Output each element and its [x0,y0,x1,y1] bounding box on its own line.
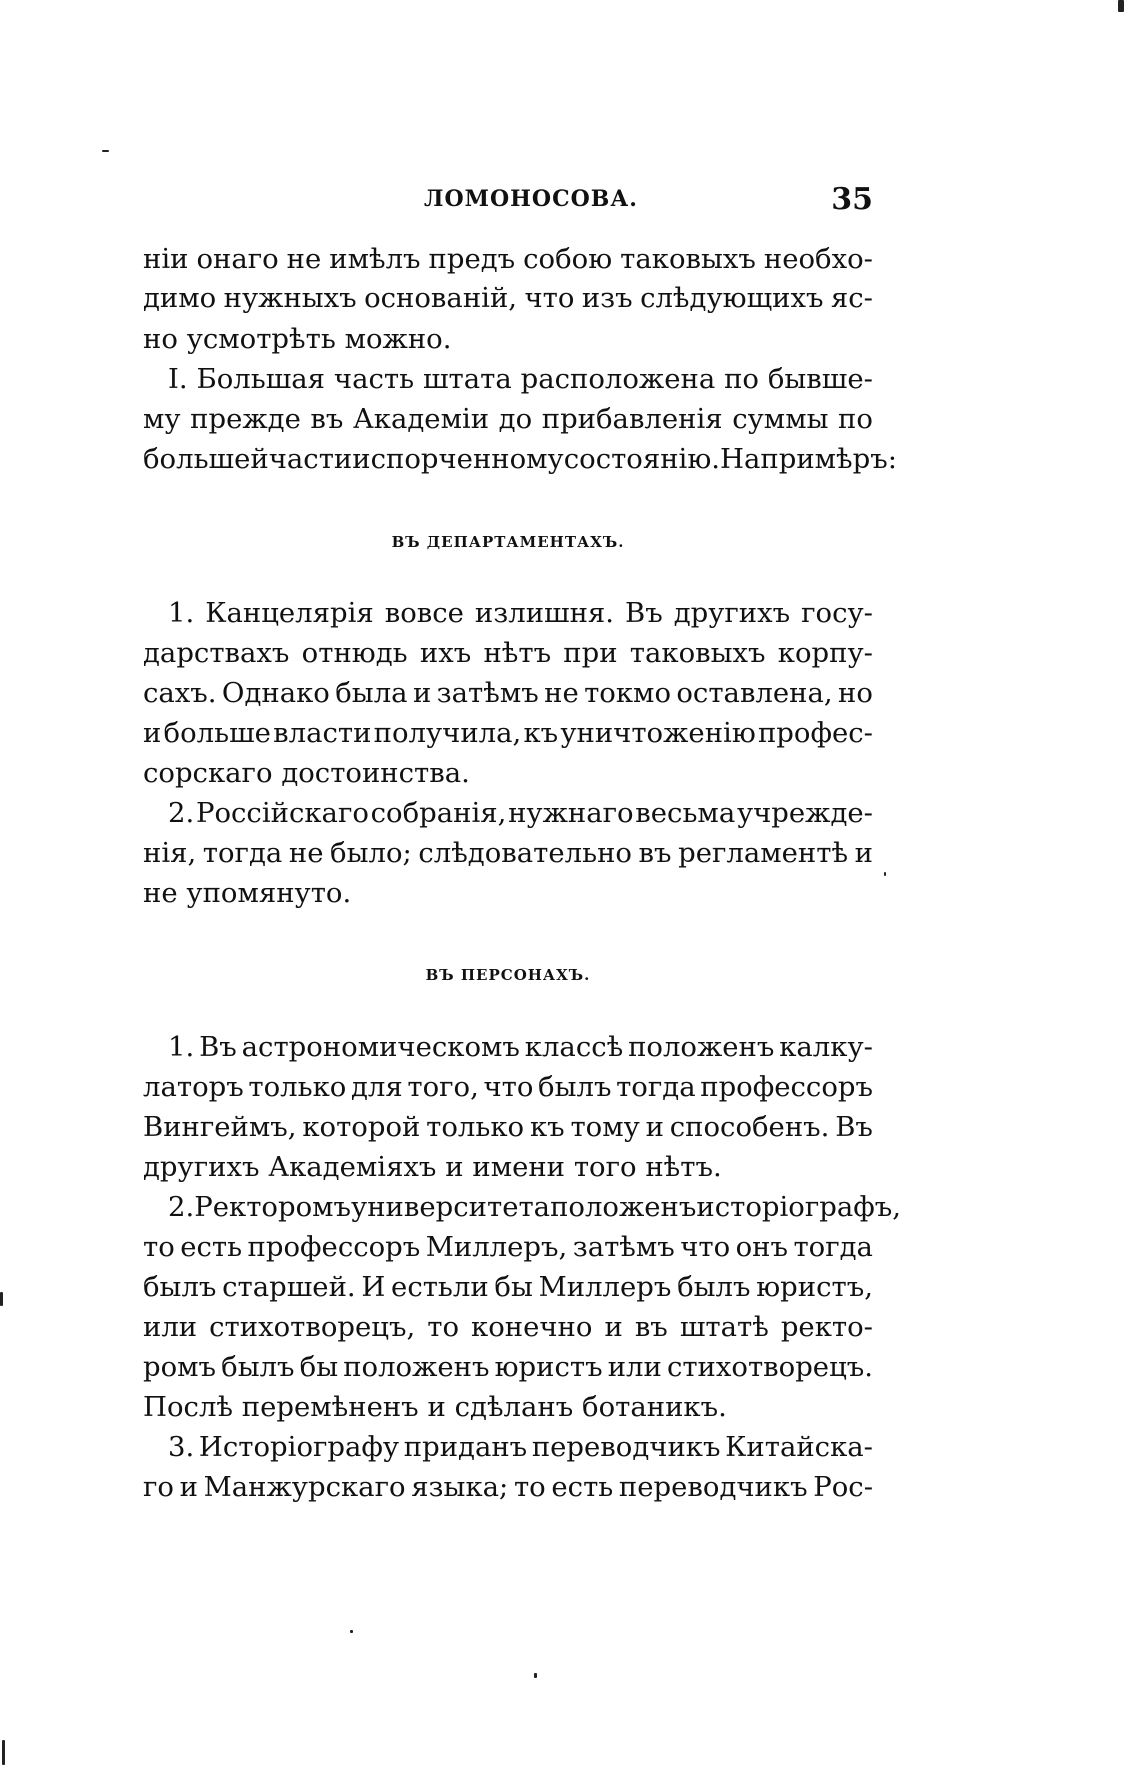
text-line: и больше власти получила, къ уничтоженiю профес- [143,717,873,749]
text-line: му прежде въ Академiи до прибавленiя суммы по [143,403,873,435]
scan-speck [534,1673,537,1678]
scan-speck [1118,0,1124,12]
text-line: то есть профессоръ Миллеръ, затѣмъ что онъ тогда [143,1231,873,1263]
section-heading: ВЪ ПЕРСОНАХЪ. [425,966,591,984]
scan-speck [102,150,109,152]
scan-speck [2,1740,5,1765]
scan-speck [350,1630,353,1633]
text-line: другихъ Академiяхъ и имени того нѣтъ. [143,1151,722,1183]
text-line: не упомянуто. [143,877,352,909]
text-line: былъ старшей. И естьли бы Миллеръ былъ юристъ, [143,1271,873,1303]
header-title: ЛОМОНОСОВА. [424,186,638,212]
page-number: 35 [831,182,873,217]
text-line: дарствахъ отнюдь ихъ нѣтъ при таковыхъ корпу- [143,637,873,669]
text-line: 1. Канцелярiя вовсе излишня. Въ другихъ госу- [168,597,873,629]
scan-speck [884,872,886,876]
text-line: сахъ. Однако была и затѣмъ не токмо оставлена, но [143,677,873,709]
text-line: нiи онаго не имѣлъ предъ собою таковыхъ необхо- [143,243,873,275]
scan-speck [0,1292,3,1306]
text-line: сорскаго достоинства. [143,757,470,789]
running-header [143,182,873,222]
text-line: Вингеймъ, которой только къ тому и способенъ. Въ [143,1111,873,1143]
text-line: 2. Россiйскаго собранiя, нужнаго весьма учрежде- [168,797,873,829]
text-line: или стихотворецъ, то конечно и въ штатѣ ректо- [143,1311,873,1343]
text-line: большей части испорченному состоянiю. Напримѣръ: [143,443,898,475]
text-line: 1. Въ астрономическомъ классѣ положенъ калку- [168,1031,873,1063]
text-line: латоръ только для того, что былъ тогда профессоръ [143,1071,873,1103]
text-line: Послѣ перемѣненъ и сдѣланъ ботаникъ. [143,1391,727,1423]
text-line: I. Большая часть штата расположена по бывше- [168,363,873,395]
text-line: нiя, тогда не было; слѣдовательно въ регламентѣ и [143,837,873,869]
section-heading: ВЪ ДЕПАРТАМЕНТАХЪ. [391,533,625,551]
text-line: 3. Исторiографу приданъ переводчикъ Китайска- [168,1431,873,1463]
text-line: го и Манжурскаго языка; то есть переводчикъ Рос- [143,1471,873,1503]
text-line: ромъ былъ бы положенъ юристъ или стихотворецъ. [143,1351,873,1383]
text-line: димо нужныхъ основанiй, что изъ слѣдующихъ яс- [143,282,873,314]
text-line: 2. Ректоромъ университета положенъ исторiографъ, [168,1191,902,1223]
text-line: но усмотрѣть можно. [143,323,452,355]
